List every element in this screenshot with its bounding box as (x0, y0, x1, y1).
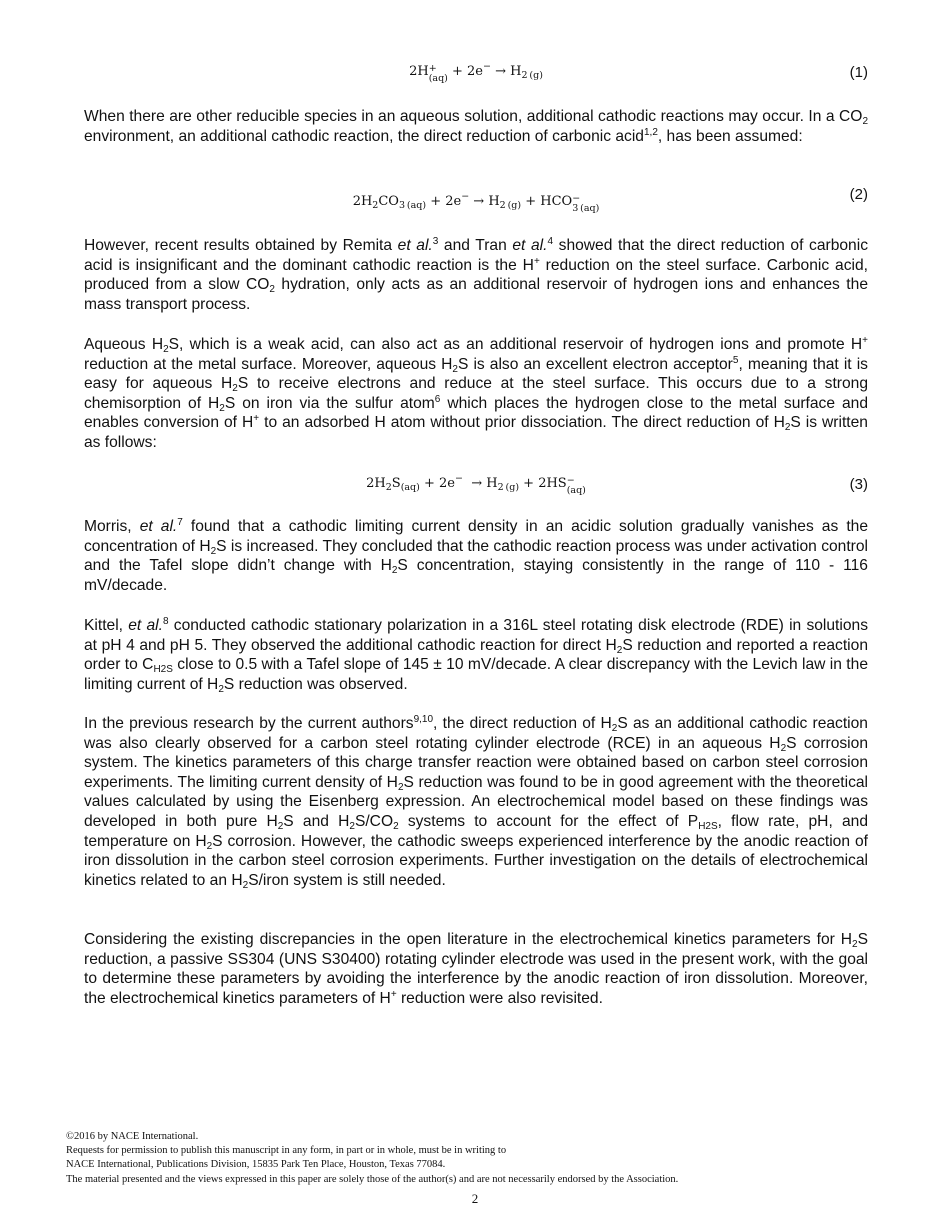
paragraph-morris: Morris, et al.$^7$ found that a cathodic limiting current density in an acidic solution gradually vanishes as the concentration of $H_2S$ is increased. They concluded that the cathodic reaction process was under activation control and the Tafel slope didn’t change with $H_2S$ concentration, staying consistently in the range of 110 - 116 mV/decade. (84, 517, 868, 594)
paragraph-present-work: Considering the existing discrepancies in the open literature in the electrochemical kinetics parameters for $H_2S$ reduction, a passive SS304 (UNS S30400) rotating cylinder electrode was used in the present work, with the goal to determine these parameters by avoiding the interference by the anodic reaction of iron dissolution. Moreover, the electrochemical kinetics parameters of H+ reduction were also revisited. (84, 931, 868, 1007)
equation-1-number: (1) (849, 64, 868, 81)
paragraph-previous-research: In the previous research by the current authors$^{9,10}$, the direct reduction of $H_2S$ as an additional cathodic reaction was also clearly observed for a carbon steel rotating cylinder electrode (RCE) in an aqueous $H_2S$ corrosion system. The kinetics parameters of this charge transfer reaction were obtained based on carbon steel corrosion experiments. The limiting current density of $H_2S$ reduction was found to be in good agreement with the theoretical values calculated by using the Eisenberg expression. An electrochemical model based on these findings was developed in both pure $H_2S$ and $H_2S/CO_2$ systems to account for the effect of $P_{H2S}$, flow rate, pH, and temperature on $H_2S$ corrosion. However, the cathodic sweeps experienced interference by the anodic reaction of iron dissolution in the carbon steel corrosion experiments. Further investigation on the details of electrochemical kinetics related to an $H_2S$/iron system is still needed. (84, 714, 868, 891)
footer-disclaimer: The material presented and the views expressed in this paper are solely those of the author(s) and are not necessarily endorsed by the Association. (66, 1173, 679, 1185)
paragraph-carbonic-acid: However, recent results obtained by Remita et al.$^3$ and Tran et al.$^4$ showed that the direct reduction of carbonic acid is insignificant and the dominant cathodic reaction is the H+ reduction on the steel surface. Carbonic acid, produced from a slow $CO_2$ hydration, only acts as an additional reservoir of hydrogen ions and enhances the mass transport process. (84, 236, 868, 313)
paragraph-cathodic-reactions: When there are other reducible species in an aqueous solution, additional cathodic reactions may occur. In a $CO_2$ environment, an additional cathodic reaction, the direct reduction of carbonic acid$^{1,2}$, has been assumed: (84, 108, 868, 145)
paragraph-aqueous-h2s: Aqueous $H_2S$, which is a weak acid, can also act as an additional reservoir of hydrogen ions and promote H+ reduction at the metal surface. Moreover, aqueous $H_2S$ is also an excellent electron acceptor$^5$, meaning that it is easy for aqueous $H_2S$ to receive electrons and reduce at the steel surface. This occurs due to a strong chemisorption of $H_2S$ on iron via the sulfur atom$^6$ which places the hydrogen close to the metal surface and enables conversion of H+ to an adsorbed H atom without prior dissociation. The direct reduction of $H_2S$ is written as follows: (84, 335, 869, 451)
page-number: 2 (471, 1191, 479, 1206)
equation-2-number: (2) (849, 186, 868, 203)
equation-1 (84, 61, 868, 86)
footer-permission: Requests for permission to publish this manuscript in any form, in part or in whole, must be in writing to (66, 1145, 507, 1157)
page (84, 0, 868, 1230)
footer-address: NACE International, Publications Division, 15835 Park Ten Place, Houston, Texas 77084. (66, 1159, 446, 1171)
equation-1-expression: 2H+ $(aq) + 2e^- \to H_{2 (g)}$ (409, 61, 543, 84)
footer-copyright: ©2016 by NACE International. (66, 1131, 199, 1142)
equation-2-expression: $2H_2CO_{3 (aq)} + 2e^- \to H_{2 (g)} + HCO-$ 3 (aq) (352, 191, 600, 214)
copyright-footer (66, 1130, 886, 1187)
equation-3 (84, 473, 868, 498)
equation-3-expression: $2H_2S_{(aq)} + 2e^- \to H_{2 (g)} + 2HS-$ (aq) (366, 473, 586, 496)
equation-2 (84, 186, 868, 214)
equation-3-number: (3) (849, 476, 868, 493)
paragraph-kittel: Kittel, et al.$^8$ conducted cathodic stationary polarization in a 316L steel rotating disk electrode (RDE) in solutions at pH 4 and pH 5. They observed the additional cathodic reaction for direct $H_2S$ reduction and reported a reaction order to $C_{H2S}$ close to 0.5 with a Tafel slope of 145 ± 10 mV/decade. A clear discrepancy with the Levich law in the limiting current of $H_2S$ reduction was observed. (84, 616, 868, 695)
